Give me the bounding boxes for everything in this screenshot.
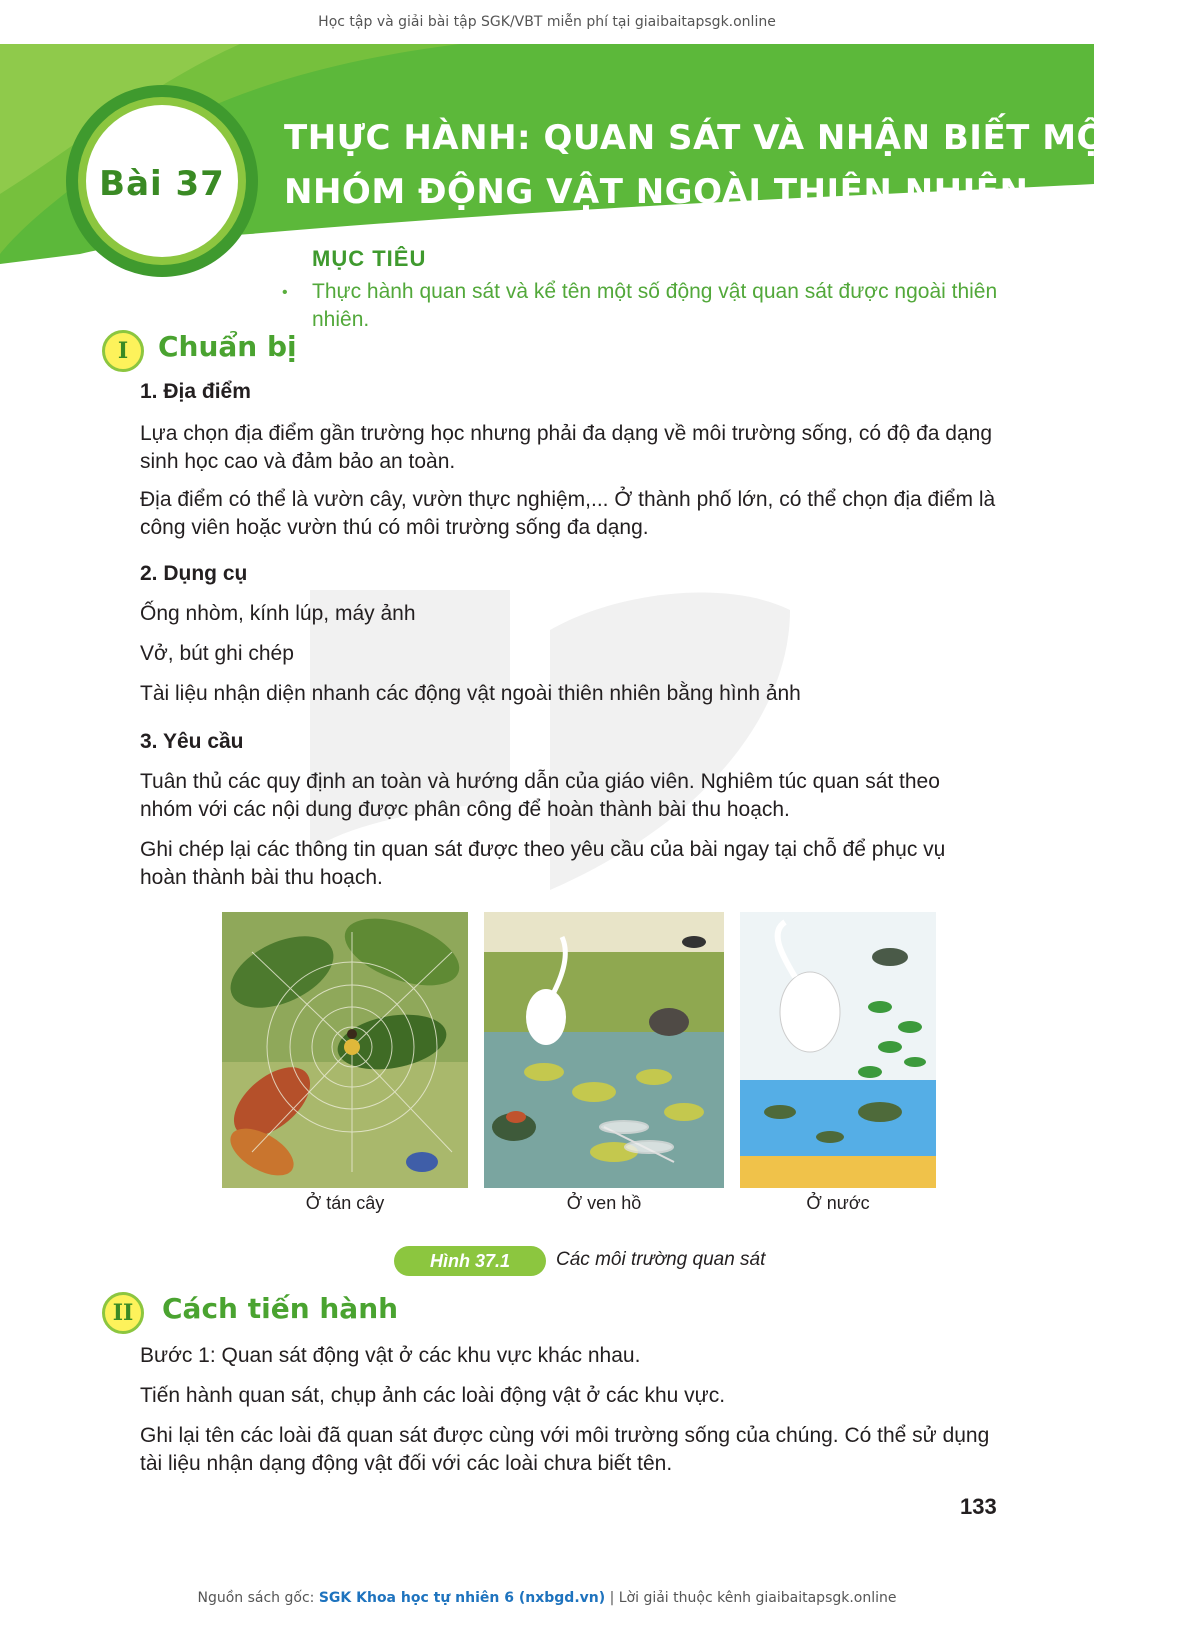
photo-in-water	[740, 912, 936, 1188]
location-paragraph-2: Địa điểm có thể là vườn cây, vườn thực nghiệm,... Ở thành phố lớn, có thể chọn địa điểm là công viên hoặc vườn thú có môi trường sống đa dạng.	[140, 488, 996, 539]
objective-item: Thực hành quan sát và kể tên một số động vật quan sát được ngoài thiên nhiên.	[312, 280, 998, 331]
section-2-title: Cách tiến hành	[162, 1292, 399, 1325]
photo-lakeside	[484, 912, 724, 1188]
objective-bullet: •	[282, 284, 288, 301]
subsection-location-heading: 1. Địa điểm	[140, 380, 251, 403]
lesson-title-line-2: NHÓM ĐỘNG VẬT NGOÀI THIÊN NHIÊN	[284, 172, 1029, 212]
footer-suffix: | Lời giải thuộc kênh giaibaitapsgk.online	[605, 1590, 897, 1606]
photo-tree-canopy	[222, 912, 468, 1188]
requirements-paragraph-2: Ghi chép lại các thông tin quan sát được theo yêu cầu của bài ngay tại chỗ để phục vụ hoàn thành bài thu hoạch.	[140, 838, 946, 889]
page-number: 133	[960, 1494, 997, 1519]
procedure-step-1: Bước 1: Quan sát động vật ở các khu vực khác nhau.	[140, 1344, 641, 1367]
top-source-note: Học tập và giải bài tập SGK/VBT miễn phí tại giaibaitapsgk.online	[318, 14, 776, 30]
location-paragraph-1: Lựa chọn địa điểm gần trường học nhưng phải đa dạng về môi trường sống, có độ đa dạng sinh học cao và đảm bảo an toàn.	[140, 422, 992, 473]
figure-caption-lakeside: Ở ven hồ	[566, 1193, 642, 1213]
subsection-tools-heading: 2. Dụng cụ	[140, 562, 248, 585]
lesson-title-line-1: THỰC HÀNH: QUAN SÁT VÀ NHẬN BIẾT MỘT SỐ	[284, 118, 1196, 158]
footer-prefix: Nguồn sách gốc:	[197, 1590, 319, 1606]
lesson-number: Bài 37	[99, 164, 225, 204]
tools-item: Ống nhòm, kính lúp, máy ảnh	[140, 602, 416, 625]
section-1-badge: I	[102, 330, 144, 372]
footer-book-link[interactable]: SGK Khoa học tự nhiên 6 (nxbgd.vn)	[318, 1590, 606, 1606]
tools-item: Tài liệu nhận diện nhanh các động vật ngoài thiên nhiên bằng hình ảnh	[140, 682, 801, 705]
figure-caption-water: Ở nước	[806, 1193, 870, 1213]
lesson-banner	[0, 44, 1094, 274]
requirements-paragraph-1: Tuân thủ các quy định an toàn và hướng dẫn của giáo viên. Nghiêm túc quan sát theo nhóm với các nội dung được phân công để hoàn thành bài thu hoạch.	[140, 770, 940, 821]
tools-item: Vở, bút ghi chép	[140, 642, 294, 665]
figure-label: Hình 37.1	[394, 1246, 546, 1276]
bottom-source-note	[0, 1590, 1094, 1606]
section-2-badge: II	[102, 1292, 144, 1334]
figure-caption: Các môi trường quan sát	[556, 1249, 766, 1270]
subsection-requirements-heading: 3. Yêu cầu	[140, 730, 244, 753]
procedure-paragraph-2: Tiến hành quan sát, chụp ảnh các loài động vật ở các khu vực.	[140, 1384, 726, 1407]
procedure-paragraph-3: Ghi lại tên các loài đã quan sát được cùng với môi trường sống của chúng. Có thể sử dụng tài liệu nhận dạng động vật đối với các loài chưa biết tên.	[140, 1424, 990, 1475]
objectives-heading: MỤC TIÊU	[312, 246, 427, 271]
section-1-title: Chuẩn bị	[158, 330, 297, 363]
figure-caption-tree: Ở tán cây	[305, 1193, 385, 1213]
